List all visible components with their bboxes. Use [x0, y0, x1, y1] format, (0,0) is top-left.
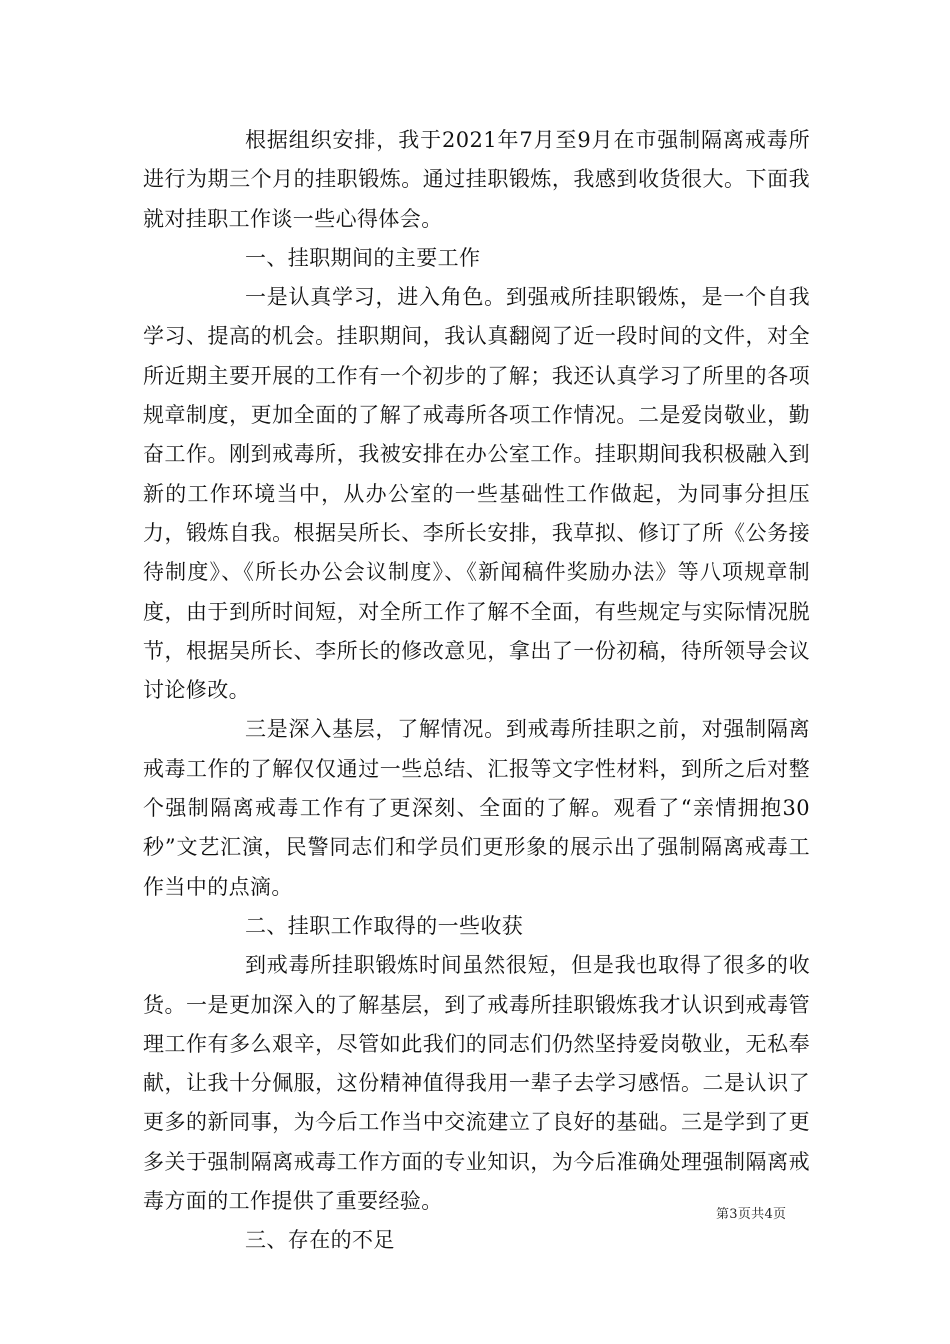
section-heading-1: 一、挂职期间的主要工作 — [245, 245, 481, 270]
paragraph-intro: 根据组织安排，我于2021年7月至9月在市强制隔离戒毒所进行为期三个月的挂职锻炼。通过挂职锻炼，我感到收货很大。下面我就对挂职工作谈一些心得体会。 — [143, 128, 810, 231]
paragraph-gains: 到戒毒所挂职锻炼时间虽然很短，但是我也取得了很多的收货。一是更加深入的了解基层，到了戒毒所挂职锻炼我才认识到戒毒管理工作有多么艰辛，尽管如此我们的同志们仍然坚持爱岗敬业，无私奉献，让我十分佩服，这份精神值得我用一辈子去学习感悟。二是认识了更多的新同事，为今后工作当中交流建立了良好的基础。三是学到了更多关于强制隔离戒毒工作方面的专业知识，为今后准确处理强制隔离戒毒方面的工作提供了重要经验。 — [143, 953, 810, 1214]
document-body — [143, 121, 810, 1261]
paragraph-grassroots: 三是深入基层，了解情况。到戒毒所挂职之前，对强制隔离戒毒工作的了解仅仅通过一些总结、汇报等文字性材料，到所之后对整个强制隔离戒毒工作有了更深刻、全面的了解。观看了“亲情拥抱30秒”文艺汇演，民警同志们和学员们更形象的展示出了强制隔离戒毒工作当中的点滴。 — [143, 717, 810, 899]
paragraph-main-work: 一是认真学习，进入角色。到强戒所挂职锻炼，是一个自我学习、提高的机会。挂职期间，我认真翻阅了近一段时间的文件，对全所近期主要开展的工作有一个初步的了解；我还认真学习了所里的各项规章制度，更加全面的了解了戒毒所各项工作情况。二是爱岗敬业，勤奋工作。刚到戒毒所，我被安排在办公室工作。挂职期间我积极融入到新的工作环境当中，从办公室的一些基础性工作做起，为同事分担压力，锻炼自我。根据吴所长、李所长安排，我草拟、修订了所《公务接待制度》、《所长办公会议制度》、《新闻稿件奖励办法》等八项规章制度，由于到所时间短，对全所工作了解不全面，有些规定与实际情况脱节，根据吴所长、李所长的修改意见，拿出了一份初稿，待所领导会议讨论修改。 — [143, 285, 810, 703]
section-heading-3: 三、存在的不足 — [245, 1228, 395, 1253]
section-heading-2: 二、挂职工作取得的一些收获 — [245, 913, 524, 938]
page-number-footer: 第3页共4页 — [716, 1207, 787, 1222]
